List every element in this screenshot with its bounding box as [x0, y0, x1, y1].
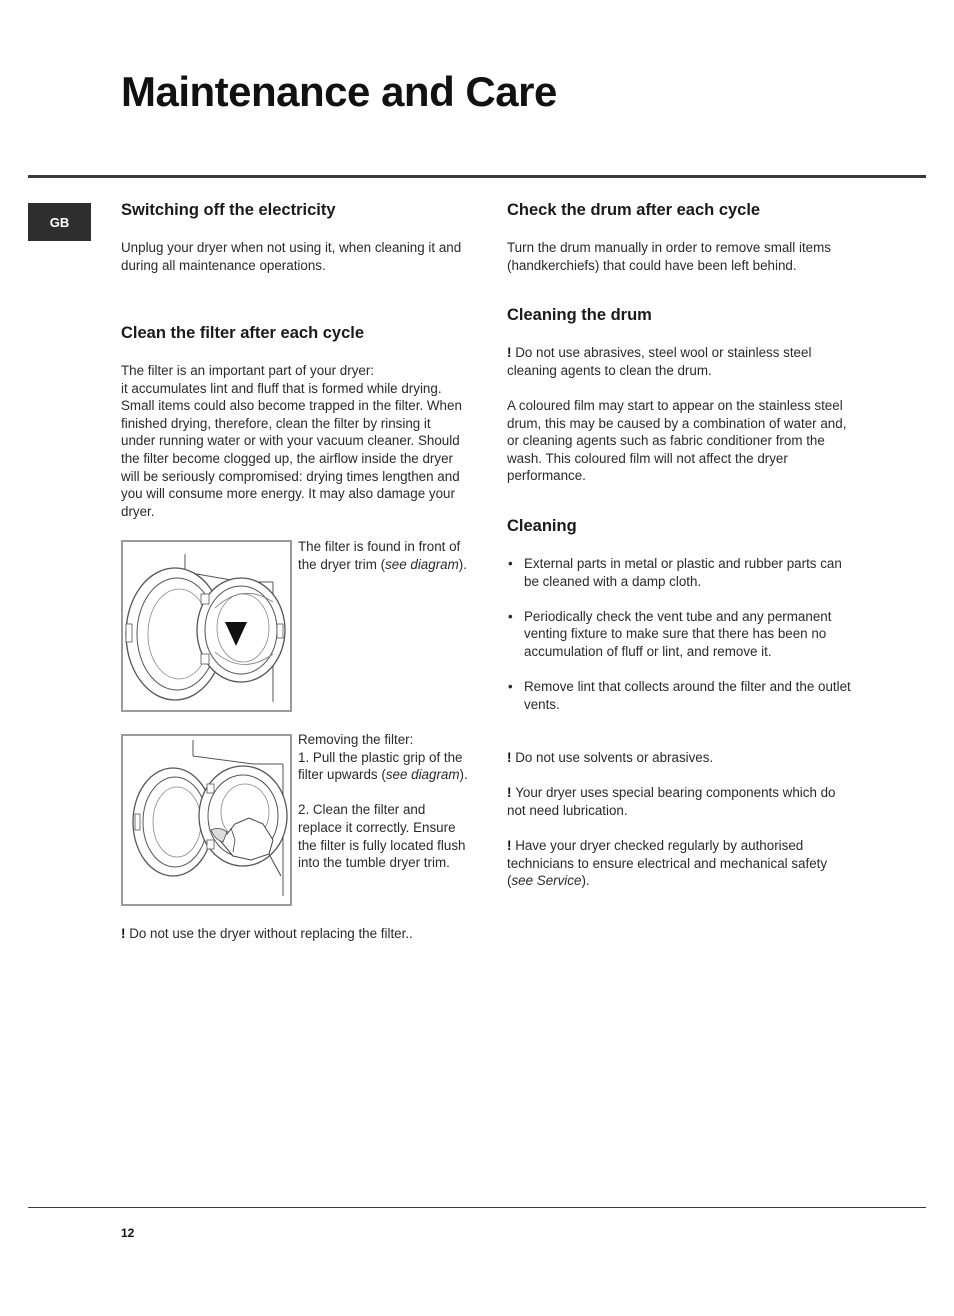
- filter-location-caption: [298, 538, 468, 573]
- section-heading-cleaning-drum: Cleaning the drum: [507, 306, 652, 324]
- page-title: Maintenance and Care: [121, 68, 557, 115]
- section-heading-switching-off: Switching off the electricity: [121, 201, 336, 219]
- filter-location-caption-tail: ).: [458, 556, 467, 572]
- cleaning-drum-text: A coloured film may start to appear on the stainless steel drum, this may be caused by a combination of water and, or cleaning agents such as fabric conditioner from the wash. This coloured film will not affect the dryer performance.: [507, 398, 847, 484]
- clean-filter-line-2: it accumulates lint and fluff that is formed while drying. Small items could also become trapped in the filter. When finished drying, therefore, clean the filter by rinsing it under running water or with your vacuum cleaner. Should the filter become clogged up, the airflow inside the dryer will be seriously compromised: drying times lengthen and you will consume more energy. It may also damage your dryer.: [121, 380, 462, 519]
- service-check-warning: [507, 837, 855, 890]
- filter-removal-diagram: [121, 734, 292, 906]
- list-item: • Periodically check the vent tube and any permanent venting fixture to make sure that there has been no accumulation of fluff or lint, and remove it.: [507, 608, 855, 661]
- service-check-tail: ).: [581, 873, 590, 889]
- filter-removal-caption: [298, 731, 468, 872]
- filter-location-diagram: [121, 540, 292, 712]
- list-item: • Remove lint that collects around the filter and the outlet vents.: [507, 678, 855, 713]
- clean-filter-text: [121, 362, 466, 520]
- clean-filter-line-1: The filter is an important part of your dryer:: [121, 363, 375, 378]
- list-item: • External parts in metal or plastic and rubber parts can be cleaned with a damp cloth.: [507, 555, 855, 590]
- service-check-text: Have your dryer checked regularly by authorised technicians to ensure electrical and mechanical safety (: [507, 838, 828, 889]
- see-diagram-reference: see diagram: [385, 767, 460, 783]
- dryer-door-open-illustration: [123, 542, 290, 710]
- bottom-divider: [28, 1207, 926, 1208]
- top-divider: [28, 175, 926, 178]
- section-heading-clean-filter: Clean the filter after each cycle: [121, 324, 365, 342]
- removing-filter-step-1: [298, 749, 468, 784]
- cleaning-drum-warning: ! Do not use abrasives, steel wool or stainless steel cleaning agents to clean the drum.: [507, 344, 855, 379]
- filter-location-caption-text: The filter is found in front of the dryer trim (: [298, 539, 461, 572]
- removing-filter-step-2: 2. Clean the filter and replace it correctly. Ensure the filter is fully located flush into the tumble dryer trim.: [298, 802, 466, 871]
- removing-filter-intro: Removing the filter:: [298, 732, 414, 747]
- check-drum-text: Turn the drum manually in order to remove small items (handkerchiefs) that could have been left behind.: [507, 240, 831, 273]
- step-1-text: 1. Pull the plastic grip of the filter upwards (: [298, 749, 463, 783]
- see-diagram-reference: see diagram: [385, 556, 459, 572]
- filter-removal-illustration: [123, 736, 290, 904]
- section-heading-check-drum: Check the drum after each cycle: [507, 201, 761, 219]
- solvents-warning: ! Do not use solvents or abrasives.: [507, 749, 855, 767]
- filter-warning: ! Do not use the dryer without replacing the filter..: [121, 925, 466, 943]
- language-badge: GB: [28, 203, 91, 241]
- cleaning-list: [507, 555, 855, 731]
- see-service-reference: see Service: [511, 873, 582, 889]
- section-heading-cleaning: Cleaning: [507, 517, 577, 535]
- step-1-tail: ).: [459, 767, 468, 783]
- bearing-warning: ! Your dryer uses special bearing components which do not need lubrication.: [507, 784, 855, 819]
- page-number: 12: [121, 1226, 135, 1240]
- switching-off-text: Unplug your dryer when not using it, when cleaning it and during all maintenance operations.: [121, 240, 462, 273]
